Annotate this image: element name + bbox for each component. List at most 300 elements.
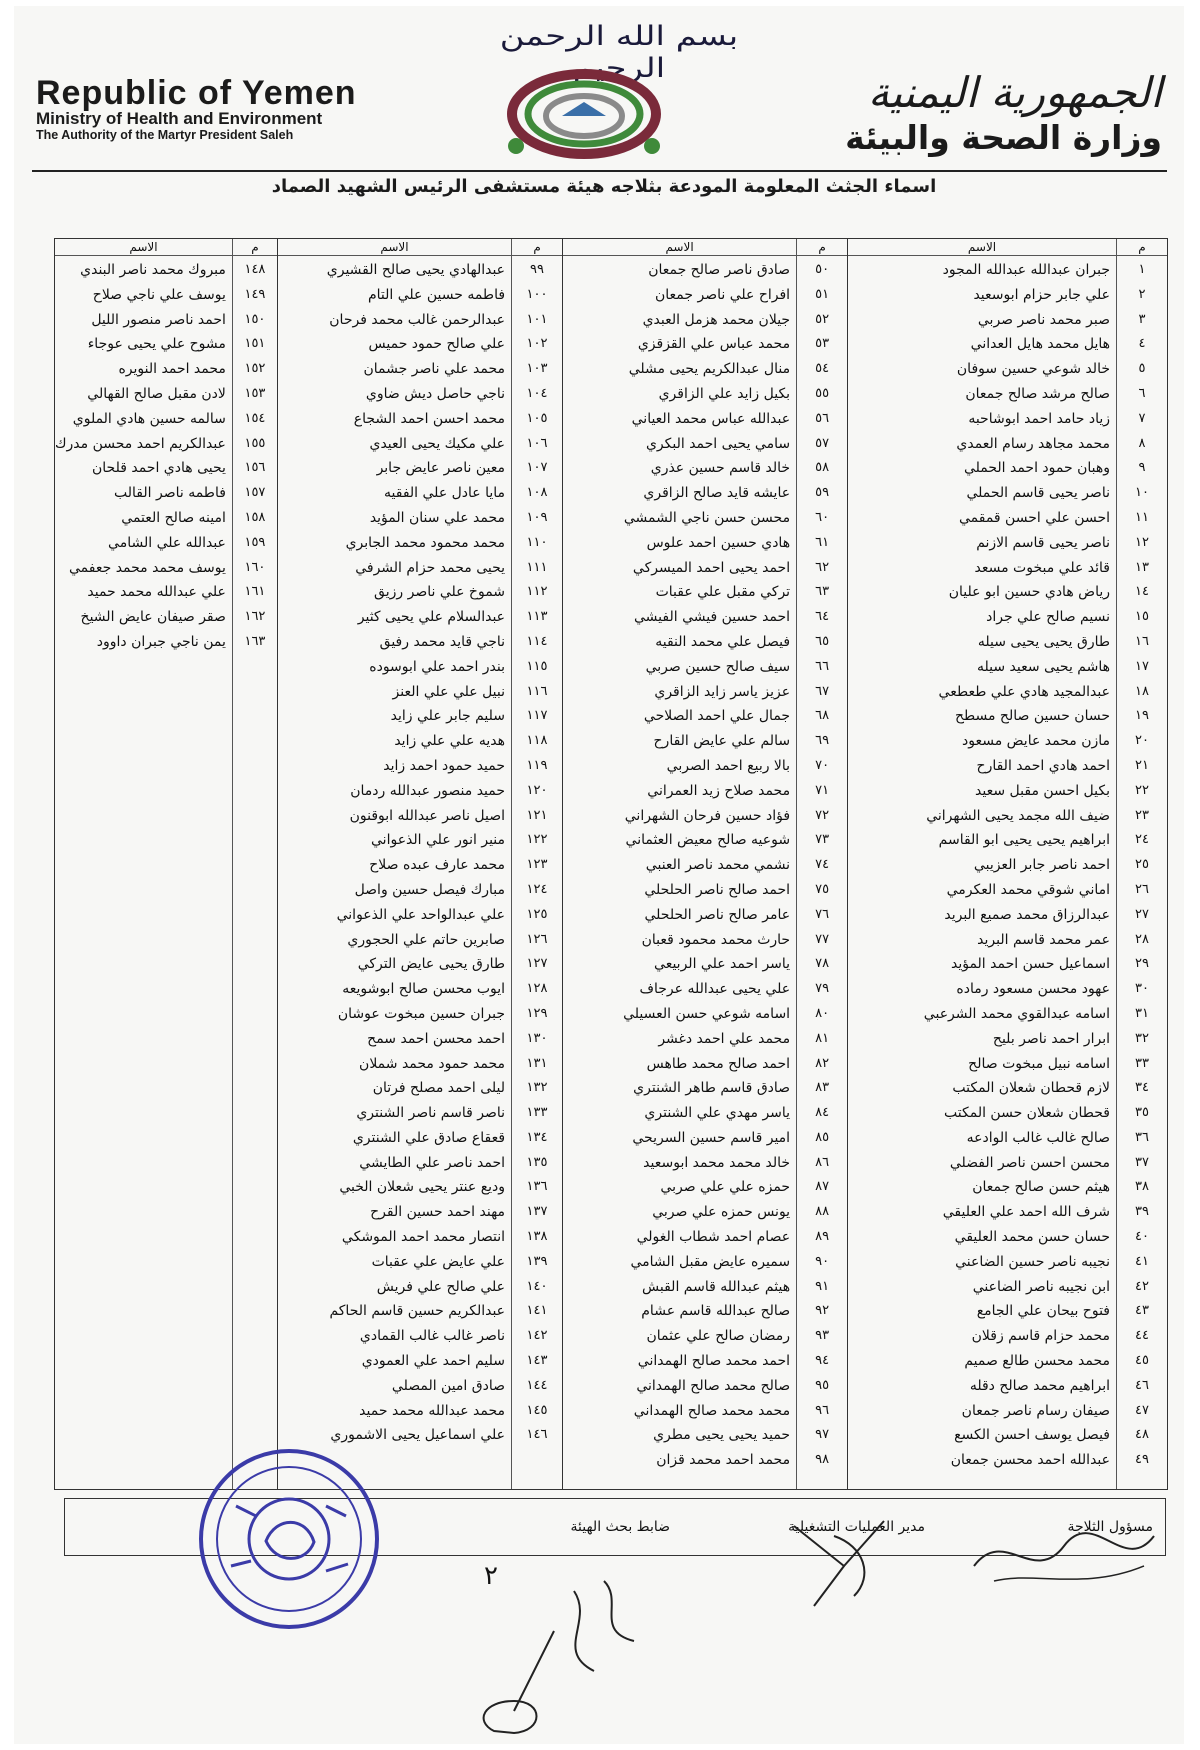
- row-number: ٢٨: [1135, 931, 1149, 947]
- person-name: حمزه علي علي صربي: [660, 1179, 791, 1196]
- row-number: ٣٧: [1135, 1154, 1149, 1170]
- row-number: ١٥٦: [244, 460, 266, 476]
- row-number: ١٦٢: [244, 609, 266, 625]
- row-number: ١٠٥: [526, 410, 548, 426]
- row-number: ٥٣: [815, 336, 830, 352]
- person-name: ابرار احمد ناصر بليح: [992, 1030, 1110, 1047]
- row-number: ١١١: [526, 559, 548, 575]
- person-name: صادق امين المصلي: [391, 1377, 506, 1394]
- row-number: ٢٩: [1135, 956, 1149, 972]
- row-number: ٢١: [1135, 757, 1149, 773]
- person-name: خالد شوعي حسين سوفان: [956, 361, 1110, 378]
- number-column: [232, 239, 277, 1489]
- person-name: محمد عبدالله محمد حميد: [359, 1402, 506, 1419]
- row-number: ٢٤: [1135, 832, 1149, 848]
- row-number: ١٠٢: [526, 336, 548, 352]
- row-number: ١٨: [1135, 683, 1149, 699]
- person-name: قائد علي مبخوت مسعد: [974, 559, 1110, 576]
- row-number: ١٠: [1135, 485, 1149, 501]
- row-number: ١٢٩: [526, 1005, 548, 1021]
- person-name: علي صالح علي فريش: [376, 1278, 506, 1295]
- person-name: احمد هادي احمد القارح: [976, 757, 1110, 774]
- person-name: مايا عادل علي الفقيه: [384, 485, 506, 502]
- row-number: ٣٤: [1135, 1080, 1149, 1096]
- row-number: ١٤١: [526, 1303, 548, 1319]
- row-number: ٢٠: [1135, 733, 1149, 749]
- row-number: ١٣٥: [526, 1154, 548, 1170]
- row-number: ٧٨: [815, 956, 830, 972]
- row-number: ١٢٨: [526, 981, 548, 997]
- person-name: زياد حامد احمد ابوشاحبه: [968, 410, 1110, 427]
- person-name: علي عبدالله محمد حميد: [87, 584, 226, 601]
- row-number: ٤٣: [1135, 1303, 1149, 1319]
- row-number: ٣٨: [1135, 1179, 1149, 1195]
- person-name: طارق يحيى عايض التركي: [357, 956, 506, 973]
- person-name: وهبان حمود احمد الحملي: [963, 460, 1110, 477]
- fridge-officer-label: مسؤول الثلاجة: [1067, 1519, 1153, 1535]
- row-number: ١٢: [1135, 534, 1149, 550]
- name-header: الاسم: [55, 239, 232, 256]
- row-number: ١٤٨: [244, 262, 266, 277]
- investigation-officer-label: ضابط بحث الهيئة: [570, 1519, 670, 1535]
- person-name: محمد محمود محمد الجابري: [345, 534, 506, 551]
- row-number: ٧٢: [815, 807, 830, 823]
- row-number: ١٤٤: [526, 1377, 548, 1393]
- name-header: الاسم: [563, 239, 796, 256]
- row-number: ١٠٠: [526, 286, 548, 302]
- person-name: حميد منصور عبدالله ردمان: [350, 782, 506, 799]
- row-number: ١٤٠: [526, 1278, 548, 1294]
- person-name: ناصر يحيى قاسم الازنم: [976, 534, 1110, 551]
- person-name: يوسف علي ناجي صلاح: [92, 286, 226, 303]
- person-name: فتوح بيحان علي الجامع: [976, 1303, 1110, 1320]
- row-number: ٦٥: [815, 633, 830, 649]
- row-number: ١١٩: [526, 757, 548, 773]
- person-name: بكيل زايد علي الزاقري: [658, 385, 791, 402]
- person-name: طارق يحيى يحيى سيله: [977, 633, 1110, 650]
- row-number: ٧١: [815, 782, 830, 798]
- header-divider: [32, 170, 1167, 172]
- header-ministry-ar: وزارة الصحة والبيئة: [845, 118, 1162, 157]
- row-number: ١٥٧: [244, 485, 266, 501]
- row-number: ١٤٣: [526, 1353, 548, 1369]
- number-header: م: [512, 239, 562, 256]
- person-name: حارث محمد محمود قعبان: [641, 931, 791, 948]
- person-name: نبيل علي علي العنز: [392, 683, 506, 700]
- person-name: علي مكيك يحيى العيدي: [369, 435, 506, 452]
- person-name: هاشم يحيى سعيد سيله: [976, 658, 1110, 675]
- person-name: منال عبدالكريم يحيى مشلي: [628, 361, 791, 378]
- person-name: عبدالهادي يحيى صالح القشيري: [326, 262, 506, 278]
- row-number: ٣٥: [1135, 1105, 1149, 1121]
- person-name: جمال علي احمد الصلاحي: [643, 708, 791, 725]
- names-table: [54, 238, 1168, 1490]
- row-number: ٥٦: [815, 410, 830, 426]
- person-name: ناصر غالب غالب القمادي: [359, 1328, 506, 1345]
- person-name: صادق ناصر صالح جمعان: [648, 262, 791, 278]
- row-number: ٩: [1138, 460, 1146, 476]
- row-number: ١٩: [1135, 708, 1149, 724]
- person-name: مبروك محمد ناصر البندي: [80, 262, 226, 278]
- row-number: ١٦٠: [244, 559, 266, 575]
- person-name: افراح علي ناصر جمعان: [655, 286, 791, 303]
- row-number: ١٥٣: [244, 385, 266, 401]
- person-name: عمر محمد قاسم البريد: [977, 931, 1110, 948]
- person-name: عزيز ياسر زايد الزاقري: [654, 683, 791, 700]
- person-name: مازن محمد عايض مسعود: [961, 733, 1110, 750]
- person-name: ناجي قايد محمد رفيق: [379, 633, 506, 650]
- row-number: ١٠٣: [526, 361, 548, 377]
- header-country-ar: الجمهورية اليمنية: [867, 68, 1162, 117]
- person-name: هادي حسين احمد علوس: [646, 534, 791, 551]
- person-name: محمد علي احمد دغشر: [658, 1030, 791, 1047]
- header-authority-en: The Authority of the Martyr President Saleh: [36, 128, 294, 142]
- row-number: ٥٥: [815, 385, 830, 401]
- row-number: ٥٢: [815, 311, 830, 327]
- number-header: م: [1117, 239, 1167, 256]
- person-name: عبدالله علي الشامي: [108, 534, 226, 551]
- person-name: محمد احمد النويره: [118, 361, 226, 378]
- person-name: امينه صالح العتمي: [121, 509, 226, 526]
- row-number: ٧٥: [815, 881, 830, 897]
- row-number: ٧٤: [815, 857, 830, 873]
- row-number: ١٤٥: [526, 1402, 548, 1418]
- row-number: ٩٤: [815, 1353, 830, 1369]
- row-number: ٧٧: [815, 931, 830, 947]
- row-number: ٢٧: [1135, 906, 1149, 922]
- basmala: بسم الله الرحمن الرحيم: [499, 20, 739, 84]
- person-name: محمد عارف عبده صلاح: [369, 857, 506, 874]
- row-number: ١٥٨: [244, 509, 266, 525]
- person-name: قحطان شعلان حسن المكتب: [944, 1105, 1110, 1122]
- person-name: نسيم صالح علي جراد: [986, 609, 1110, 626]
- person-name: محسن حسن ناجي الشمشي: [623, 509, 791, 526]
- row-number: ٩٧: [815, 1427, 830, 1443]
- person-name: عبدالكريم حسين قاسم الحاكم: [329, 1303, 506, 1320]
- row-number: ٨٥: [815, 1129, 830, 1145]
- name-column: [278, 239, 511, 1489]
- person-name: ضيف الله مجمد يحيى الشهراني: [926, 807, 1110, 824]
- person-name: فؤاد حسين فرحان الشهراني: [624, 807, 791, 824]
- person-name: عايشه قايد صالح الزاقري: [643, 485, 791, 502]
- row-number: ٨٧: [815, 1179, 830, 1195]
- fridge-officer-signature: [964, 1506, 1164, 1596]
- header-arabic: [742, 68, 1162, 158]
- row-number: ٨٢: [815, 1055, 830, 1071]
- row-number: ١٤٢: [526, 1328, 548, 1344]
- person-name: ايوب محسن صالح ابوشويعه: [342, 981, 506, 998]
- person-name: يمن ناجي جبران داوود: [96, 633, 226, 650]
- row-number: ٨١: [815, 1030, 830, 1046]
- person-name: يونس حمزه علي صربي: [652, 1204, 791, 1221]
- number-header: م: [797, 239, 847, 256]
- row-number: ٥٧: [815, 435, 830, 451]
- person-name: انتصار محمد احمد الموشكي: [341, 1229, 506, 1246]
- person-name: عبدالرزاق محمد صميع البريد: [944, 906, 1110, 923]
- person-name: مهند احمد حسين القرح: [370, 1204, 506, 1221]
- row-number: ٦٩: [815, 733, 830, 749]
- person-name: محمد محمد صالح الهمداني: [633, 1402, 791, 1419]
- person-name: محمد صلاح زيد العمراني: [647, 782, 791, 799]
- row-number: ٤٥: [1135, 1353, 1149, 1369]
- header-english: [36, 76, 476, 142]
- person-name: سليم احمد علي العمودي: [361, 1353, 506, 1370]
- row-number: ٤٧: [1135, 1402, 1149, 1418]
- table-column: [55, 239, 277, 1489]
- row-number: ١٥: [1135, 609, 1149, 625]
- person-name: عبدالمجيد هادي علي طعطعي: [938, 683, 1110, 700]
- row-number: ٨٩: [815, 1229, 830, 1245]
- person-name: محمد محسن طالع صميم: [964, 1353, 1110, 1370]
- document-page: [14, 6, 1184, 1744]
- row-number: ٤٨: [1135, 1427, 1149, 1443]
- row-number: ١٣٤: [526, 1129, 548, 1145]
- person-name: ليلى احمد مصلح فرتان: [372, 1080, 506, 1097]
- person-name: محمد حزام قاسم زقلان: [971, 1328, 1110, 1345]
- person-name: اسامه عبدالقوي محمد الشرعبي: [923, 1005, 1110, 1022]
- person-name: لادن مقبل صالح القهالي: [87, 385, 226, 402]
- person-name: سالمه حسين هادي الملوي: [72, 410, 226, 427]
- person-name: رياض هادي حسين ابو عليان: [948, 584, 1110, 601]
- row-number: ٦٣: [815, 584, 830, 600]
- row-number: ٩٥: [815, 1377, 830, 1393]
- person-name: بالا ربيع احمد الصربي: [666, 757, 791, 774]
- person-name: سامي يحيى احمد البكري: [645, 435, 791, 452]
- row-number: ١١٤: [526, 633, 548, 649]
- row-number: ٤٩: [1135, 1452, 1149, 1468]
- person-name: احمد ناصر منصور الليل: [91, 311, 226, 328]
- row-number: ٦٠: [815, 509, 830, 525]
- person-name: سالم علي عايض القارح: [653, 733, 791, 750]
- person-name: احمد صالح ناصر الحلحلي: [644, 881, 791, 898]
- person-name: معين ناصر عايض جابر: [376, 460, 506, 477]
- row-number: ١٢٥: [526, 906, 548, 922]
- row-number: ١١٠: [526, 534, 548, 550]
- row-number: ١٦: [1135, 633, 1149, 649]
- person-name: صالح محمد صالح الهمداني: [636, 1377, 791, 1394]
- person-name: بكيل احسن مقبل سعيد: [975, 782, 1110, 799]
- name-column: [848, 239, 1116, 1489]
- row-number: ١٣٧: [526, 1204, 548, 1220]
- person-name: نجيبه ناصر حسين الضاعني: [955, 1253, 1110, 1270]
- row-number: ٢٥: [1135, 857, 1149, 873]
- person-name: فيصل علي محمد النقيه: [655, 633, 791, 650]
- row-number: ١٧: [1135, 658, 1149, 674]
- person-name: شرف الله احمد علي العليقي: [942, 1204, 1110, 1221]
- person-name: احمد صالح محمد طاهس: [646, 1055, 791, 1072]
- person-name: هيثم عبدالله قاسم القبش: [642, 1278, 791, 1295]
- number-column: [511, 239, 562, 1489]
- person-name: سيف صالح حسين صربي: [645, 658, 791, 675]
- person-name: اسامه شوعي حسن العسيلي: [623, 1005, 791, 1022]
- row-number: ١١٨: [526, 733, 548, 749]
- person-name: هايل محمد هايل العداني: [970, 336, 1110, 353]
- person-name: نشمي محمد ناصر العنبي: [645, 857, 791, 874]
- row-number: ١٦٣: [244, 633, 266, 649]
- ops-director-signature: [774, 1506, 914, 1616]
- row-number: ١: [1138, 262, 1146, 277]
- row-number: ٦٤: [815, 609, 830, 625]
- row-number: ١٢٣: [526, 857, 548, 873]
- row-number: ٤٢: [1135, 1278, 1149, 1294]
- name-header: الاسم: [278, 239, 511, 256]
- row-number: ٢٦: [1135, 881, 1149, 897]
- row-number: ١٥٤: [244, 410, 266, 426]
- row-number: ٣٢: [1135, 1030, 1149, 1046]
- row-number: ١٣٠: [526, 1030, 548, 1046]
- person-name: محسن احسن ناصر الفضلي: [949, 1154, 1110, 1171]
- ops-director-label: مدير العمليات التشغيلية: [788, 1519, 925, 1535]
- hospital-logo-icon: [494, 64, 674, 164]
- row-number: ٧٠: [815, 757, 830, 773]
- row-number: ١٥٢: [244, 361, 266, 377]
- person-name: احسن علي احسن قمقمي: [958, 509, 1110, 526]
- row-number: ٥١: [815, 286, 830, 302]
- row-number: ٨٣: [815, 1080, 830, 1096]
- person-name: ناصر قاسم ناصر الشنتري: [356, 1105, 506, 1122]
- person-name: صابرين حاتم علي الحجوري: [347, 931, 506, 948]
- person-name: لازم قحطان شعلان المكتب: [952, 1080, 1110, 1097]
- person-name: صالح عبدالله قاسم عشام: [641, 1303, 791, 1320]
- person-name: يوسف محمد محمد جعفمي: [68, 559, 226, 576]
- table-column: [847, 239, 1167, 1489]
- row-number: ١٠٩: [526, 509, 548, 525]
- person-name: علي اسماعيل يحيى الاشموري: [330, 1427, 506, 1444]
- person-name: حسان حسن محمد العليقي: [954, 1229, 1110, 1246]
- row-number: ١٠٧: [526, 460, 548, 476]
- row-number: ١٣٩: [526, 1253, 548, 1269]
- header-ministry-en: Ministry of Health and Environment: [36, 109, 323, 128]
- person-name: محمد علي سنان المؤيد: [369, 509, 506, 526]
- person-name: وديع عنتر يحيى شعلان الخبي: [339, 1179, 506, 1196]
- person-name: علي عبدالواحد علي الذعواني: [336, 906, 506, 923]
- person-name: محمد احمد محمد قزان: [656, 1452, 791, 1469]
- person-name: ياسر مهدي علي الشنتري: [644, 1105, 791, 1122]
- official-seal-stamp: [196, 1446, 382, 1632]
- row-number: ١٣٦: [526, 1179, 548, 1195]
- row-number: ٨٨: [815, 1204, 830, 1220]
- row-number: ٤٦: [1135, 1377, 1149, 1393]
- row-number: ٨٠: [815, 1005, 830, 1021]
- person-name: حميد حمود احمد زايد: [383, 757, 506, 774]
- person-name: ناجي حاصل ديش ضاوي: [365, 385, 506, 402]
- row-number: ٨٤: [815, 1105, 830, 1121]
- person-name: ابن نجيبه ناصر الضاعني: [972, 1278, 1110, 1295]
- row-number: ١١٢: [526, 584, 548, 600]
- row-number: ٧: [1138, 410, 1146, 426]
- row-number: ١١٣: [526, 609, 548, 625]
- row-number: ٣٩: [1135, 1204, 1149, 1220]
- name-column: [563, 239, 796, 1489]
- row-number: ٦١: [815, 534, 830, 550]
- person-name: ناصر يحيى قاسم الحملي: [966, 485, 1110, 502]
- row-number: ١٢١: [526, 807, 548, 823]
- row-number: ١٦١: [244, 584, 266, 600]
- handwritten-mark: ٢: [484, 1561, 498, 1591]
- row-number: ٣٠: [1135, 981, 1149, 997]
- person-name: مبارك فيصل حسين واصل: [354, 881, 506, 898]
- row-number: ٧٣: [815, 832, 830, 848]
- person-name: محمد علي ناصر جشمان: [363, 361, 506, 378]
- row-number: ١٣٣: [526, 1105, 548, 1121]
- row-number: ٩١: [815, 1278, 830, 1294]
- row-number: ٩٠: [815, 1253, 830, 1269]
- person-name: احمد حسين فيشي الفيشي: [634, 609, 791, 626]
- row-number: ٦٨: [815, 708, 830, 724]
- person-name: محمد عباس علي القزقزي: [637, 336, 791, 353]
- row-number: ١٠٤: [526, 385, 548, 401]
- person-name: عبدالكريم احمد محسن مدرك: [54, 435, 226, 452]
- person-name: احمد محسن احمد سمح: [367, 1030, 506, 1047]
- number-column: [796, 239, 847, 1489]
- row-number: ٤٤: [1135, 1328, 1149, 1344]
- person-name: عامر صالح ناصر الحلحلي: [644, 906, 791, 923]
- person-name: شموخ علي ناصر رزيق: [374, 584, 506, 601]
- row-number: ٥٠: [815, 262, 830, 277]
- row-number: ٥٤: [815, 361, 830, 377]
- person-name: ابراهيم محمد صالح دقله: [969, 1377, 1110, 1394]
- person-name: رمضان صالح علي عثمان: [646, 1328, 791, 1345]
- row-number: ٤١: [1135, 1253, 1149, 1269]
- row-number: ٦٦: [815, 658, 830, 674]
- number-column: [1116, 239, 1167, 1489]
- person-name: صبر محمد ناصر صربي: [977, 311, 1110, 328]
- person-name: جيلان محمد هزمل العبدي: [642, 311, 791, 328]
- row-number: ١٣٨: [526, 1229, 548, 1245]
- person-name: امير قاسم حسين السريحي: [632, 1129, 791, 1146]
- person-name: هديه علي علي زايد: [394, 733, 506, 750]
- row-number: ٦٧: [815, 683, 830, 699]
- row-number: ١٣٢: [526, 1080, 548, 1096]
- row-number: ١٠٨: [526, 485, 548, 501]
- row-number: ٩٩: [530, 262, 545, 277]
- person-name: حميد يحيى يحيى مطري: [653, 1427, 791, 1444]
- row-number: ١١٧: [526, 708, 548, 724]
- row-number: ١١٦: [526, 683, 548, 699]
- person-name: احمد ناصر جابر العزيبي: [973, 857, 1110, 874]
- person-name: حسان حسين صالح مسطح: [954, 708, 1110, 725]
- person-name: هيثم حسن صالح جمعان: [972, 1179, 1110, 1196]
- person-name: شوعيه صالح معيض العثماني: [625, 832, 791, 849]
- person-name: صقر صيفان عايض الشيخ: [80, 609, 226, 626]
- row-number: ٣: [1138, 311, 1146, 327]
- person-name: فاطمه حسين علي التام: [367, 286, 506, 303]
- person-name: عبدالرحمن غالب محمد فرحان: [329, 311, 506, 328]
- person-name: محمد احسن احمد الشجاع: [353, 410, 506, 427]
- person-name: يحيى محمد حزام الشرفي: [355, 559, 506, 576]
- person-name: احمد ناصر علي الطايشي: [359, 1154, 506, 1171]
- person-name: اماني شوقي محمد العكرمي: [946, 881, 1110, 898]
- person-name: قعقاع صادق علي الشنتري: [352, 1129, 506, 1146]
- row-number: ٩٦: [815, 1402, 830, 1418]
- row-number: ٧٦: [815, 906, 830, 922]
- person-name: صيفان رسام ناصر جمعان: [961, 1402, 1110, 1419]
- row-number: ١٣: [1135, 559, 1149, 575]
- row-number: ١٢٧: [526, 956, 548, 972]
- row-number: ١٤: [1135, 584, 1149, 600]
- row-number: ١١٥: [526, 658, 548, 674]
- person-name: جبران عبدالله عبدالله المجود: [942, 262, 1110, 278]
- person-name: عبدالله عباس محمد العياني: [631, 410, 791, 427]
- person-name: فيصل يوسف احسن الكسع: [954, 1427, 1110, 1444]
- row-number: ٥: [1138, 361, 1146, 377]
- person-name: احمد يحيى احمد الميسركي: [632, 559, 791, 576]
- row-number: ٤: [1138, 336, 1146, 352]
- person-name: محمد حمود محمد شملان: [359, 1055, 506, 1072]
- person-name: اسماعيل حسن احمد المؤيد: [950, 956, 1110, 973]
- person-name: يحيى هادي احمد قلحان: [91, 460, 226, 477]
- person-name: احمد محمد صالح الهمداني: [637, 1353, 791, 1370]
